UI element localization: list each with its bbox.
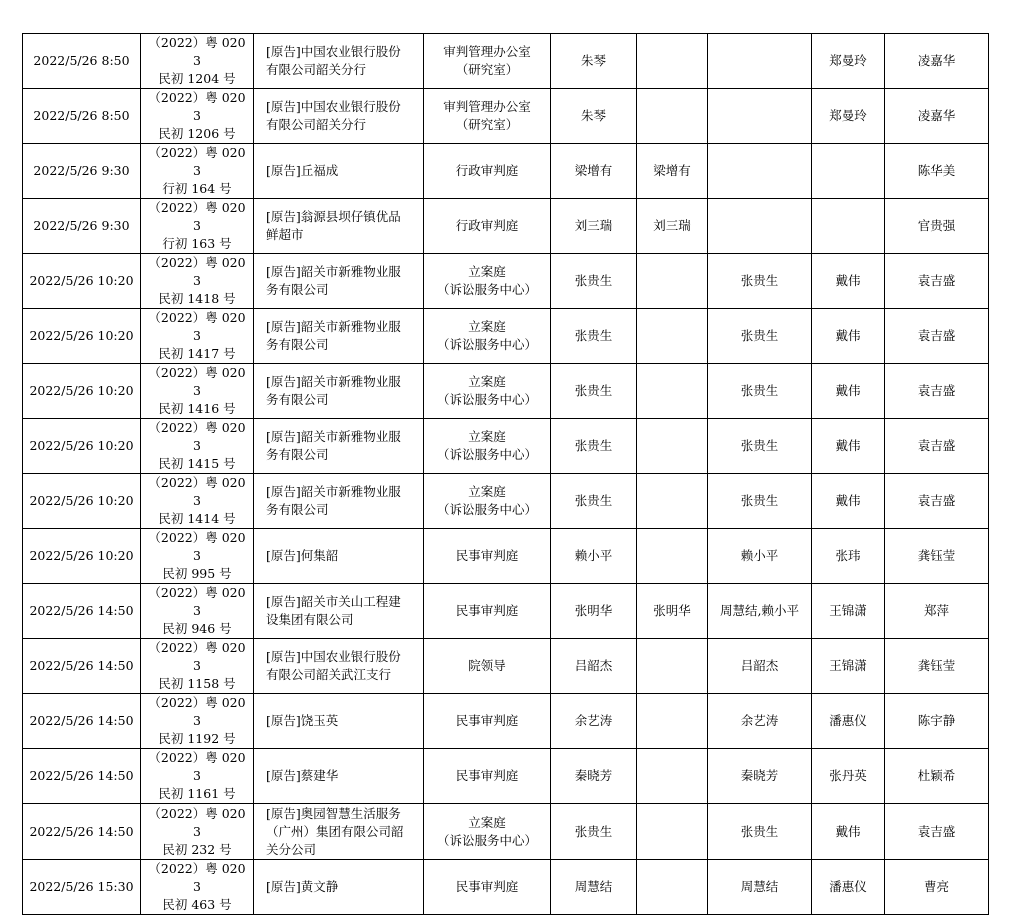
case-number-cell: （2022）粤 0203 民初 1192 号 [141, 694, 254, 749]
table-row [23, 144, 989, 199]
clerk-cell: 戴伟 [812, 474, 885, 529]
panel-members-cell [708, 144, 812, 199]
case-number-cell: （2022）粤 0203 行初 164 号 [141, 144, 254, 199]
presiding-judge-cell [637, 694, 708, 749]
party-cell: [原告]中国农业银行股份 有限公司韶关分行 [254, 89, 424, 144]
case-number-cell: （2022）粤 0203 民初 1415 号 [141, 419, 254, 474]
panel-members-cell: 张贵生 [708, 364, 812, 419]
recorder-cell: 袁吉盛 [885, 364, 989, 419]
table-row [23, 364, 989, 419]
recorder-cell: 陈宇静 [885, 694, 989, 749]
hearing-time-cell: 2022/5/26 9:30 [23, 144, 141, 199]
panel-members-cell: 吕韶杰 [708, 639, 812, 694]
presiding-judge-cell [637, 639, 708, 694]
recorder-cell: 凌嘉华 [885, 89, 989, 144]
case-number-cell: （2022）粤 0203 民初 946 号 [141, 584, 254, 639]
panel-members-cell [708, 34, 812, 89]
hearing-time-cell: 2022/5/26 10:20 [23, 529, 141, 584]
table-row [23, 860, 989, 915]
judge-cell: 梁增有 [551, 144, 637, 199]
recorder-cell: 龚钰莹 [885, 639, 989, 694]
case-number-cell: （2022）粤 0203 民初 1417 号 [141, 309, 254, 364]
panel-members-cell: 周慧结,赖小平 [708, 584, 812, 639]
department-cell: 审判管理办公室 （研究室） [424, 89, 551, 144]
judge-cell: 张贵生 [551, 804, 637, 860]
panel-members-cell: 赖小平 [708, 529, 812, 584]
recorder-cell: 袁吉盛 [885, 474, 989, 529]
case-number-cell: （2022）粤 0203 民初 1158 号 [141, 639, 254, 694]
panel-members-cell [708, 89, 812, 144]
party-cell: [原告]韶关市新雅物业服 务有限公司 [254, 254, 424, 309]
clerk-cell: 潘惠仪 [812, 694, 885, 749]
clerk-cell: 戴伟 [812, 254, 885, 309]
party-cell: [原告]韶关市新雅物业服 务有限公司 [254, 419, 424, 474]
case-number-cell: （2022）粤 0203 民初 1206 号 [141, 89, 254, 144]
panel-members-cell: 张贵生 [708, 419, 812, 474]
case-number-cell: （2022）粤 0203 民初 1416 号 [141, 364, 254, 419]
clerk-cell: 张玮 [812, 529, 885, 584]
table-row [23, 749, 989, 804]
presiding-judge-cell: 张明华 [637, 584, 708, 639]
panel-members-cell: 张贵生 [708, 804, 812, 860]
hearing-time-cell: 2022/5/26 14:50 [23, 804, 141, 860]
table-row [23, 309, 989, 364]
recorder-cell: 袁吉盛 [885, 419, 989, 474]
clerk-cell: 郑曼玲 [812, 34, 885, 89]
case-number-cell: （2022）粤 0203 民初 232 号 [141, 804, 254, 860]
recorder-cell: 杜颖希 [885, 749, 989, 804]
presiding-judge-cell [637, 364, 708, 419]
hearing-time-cell: 2022/5/26 14:50 [23, 584, 141, 639]
hearing-time-cell: 2022/5/26 10:20 [23, 254, 141, 309]
recorder-cell: 龚钰莹 [885, 529, 989, 584]
judge-cell: 余艺涛 [551, 694, 637, 749]
department-cell: 民事审判庭 [424, 694, 551, 749]
recorder-cell: 郑萍 [885, 584, 989, 639]
department-cell: 立案庭 （诉讼服务中心） [424, 254, 551, 309]
hearing-time-cell: 2022/5/26 10:20 [23, 364, 141, 419]
presiding-judge-cell [637, 860, 708, 915]
presiding-judge-cell [637, 34, 708, 89]
panel-members-cell: 秦晓芳 [708, 749, 812, 804]
hearing-time-cell: 2022/5/26 14:50 [23, 749, 141, 804]
table-row [23, 804, 989, 860]
judge-cell: 秦晓芳 [551, 749, 637, 804]
presiding-judge-cell [637, 309, 708, 364]
table-row [23, 34, 989, 89]
presiding-judge-cell: 刘三瑞 [637, 199, 708, 254]
case-number-cell: （2022）粤 0203 民初 995 号 [141, 529, 254, 584]
judge-cell: 吕韶杰 [551, 639, 637, 694]
table-row [23, 639, 989, 694]
clerk-cell: 戴伟 [812, 309, 885, 364]
panel-members-cell [708, 199, 812, 254]
department-cell: 立案庭 （诉讼服务中心） [424, 474, 551, 529]
presiding-judge-cell [637, 419, 708, 474]
department-cell: 民事审判庭 [424, 529, 551, 584]
department-cell: 行政审判庭 [424, 144, 551, 199]
presiding-judge-cell: 梁增有 [637, 144, 708, 199]
judge-cell: 张贵生 [551, 309, 637, 364]
party-cell: [原告]韶关市新雅物业服 务有限公司 [254, 364, 424, 419]
clerk-cell: 戴伟 [812, 364, 885, 419]
party-cell: [原告]中国农业银行股份 有限公司韶关武江支行 [254, 639, 424, 694]
recorder-cell: 陈华美 [885, 144, 989, 199]
hearing-schedule-table [22, 33, 989, 915]
department-cell: 民事审判庭 [424, 749, 551, 804]
judge-cell: 张贵生 [551, 364, 637, 419]
judge-cell: 朱琴 [551, 34, 637, 89]
hearing-time-cell: 2022/5/26 9:30 [23, 199, 141, 254]
recorder-cell: 曹亮 [885, 860, 989, 915]
hearing-time-cell: 2022/5/26 10:20 [23, 309, 141, 364]
presiding-judge-cell [637, 529, 708, 584]
panel-members-cell: 张贵生 [708, 254, 812, 309]
party-cell: [原告]何集韶 [254, 529, 424, 584]
presiding-judge-cell [637, 749, 708, 804]
judge-cell: 张贵生 [551, 254, 637, 309]
party-cell: [原告]翁源县坝仔镇优品 鲜超市 [254, 199, 424, 254]
recorder-cell: 袁吉盛 [885, 254, 989, 309]
judge-cell: 张贵生 [551, 419, 637, 474]
table-row [23, 694, 989, 749]
recorder-cell: 官贵强 [885, 199, 989, 254]
party-cell: [原告]奥园智慧生活服务 （广州）集团有限公司韶 关分公司 [254, 804, 424, 860]
hearing-time-cell: 2022/5/26 15:30 [23, 860, 141, 915]
hearing-time-cell: 2022/5/26 10:20 [23, 474, 141, 529]
clerk-cell: 潘惠仪 [812, 860, 885, 915]
recorder-cell: 凌嘉华 [885, 34, 989, 89]
department-cell: 立案庭 （诉讼服务中心） [424, 364, 551, 419]
table-row [23, 584, 989, 639]
panel-members-cell: 周慧结 [708, 860, 812, 915]
department-cell: 院领导 [424, 639, 551, 694]
hearing-time-cell: 2022/5/26 10:20 [23, 419, 141, 474]
clerk-cell: 王锦潇 [812, 639, 885, 694]
table-row [23, 89, 989, 144]
clerk-cell: 戴伟 [812, 419, 885, 474]
department-cell: 行政审判庭 [424, 199, 551, 254]
clerk-cell: 郑曼玲 [812, 89, 885, 144]
party-cell: [原告]饶玉英 [254, 694, 424, 749]
party-cell: [原告]丘福成 [254, 144, 424, 199]
panel-members-cell: 余艺涛 [708, 694, 812, 749]
judge-cell: 周慧结 [551, 860, 637, 915]
hearing-time-cell: 2022/5/26 14:50 [23, 639, 141, 694]
judge-cell: 张贵生 [551, 474, 637, 529]
party-cell: [原告]中国农业银行股份 有限公司韶关分行 [254, 34, 424, 89]
panel-members-cell: 张贵生 [708, 309, 812, 364]
department-cell: 立案庭 （诉讼服务中心） [424, 309, 551, 364]
table-row [23, 474, 989, 529]
department-cell: 审判管理办公室 （研究室） [424, 34, 551, 89]
panel-members-cell: 张贵生 [708, 474, 812, 529]
table-row [23, 199, 989, 254]
department-cell: 立案庭 （诉讼服务中心） [424, 419, 551, 474]
hearing-time-cell: 2022/5/26 8:50 [23, 34, 141, 89]
party-cell: [原告]韶关市新雅物业服 务有限公司 [254, 474, 424, 529]
department-cell: 民事审判庭 [424, 860, 551, 915]
presiding-judge-cell [637, 474, 708, 529]
judge-cell: 刘三瑞 [551, 199, 637, 254]
clerk-cell: 戴伟 [812, 804, 885, 860]
case-number-cell: （2022）粤 0203 民初 1418 号 [141, 254, 254, 309]
presiding-judge-cell [637, 89, 708, 144]
case-number-cell: （2022）粤 0203 民初 1204 号 [141, 34, 254, 89]
judge-cell: 张明华 [551, 584, 637, 639]
department-cell: 立案庭 （诉讼服务中心） [424, 804, 551, 860]
case-number-cell: （2022）粤 0203 民初 1161 号 [141, 749, 254, 804]
presiding-judge-cell [637, 804, 708, 860]
party-cell: [原告]韶关市关山工程建 设集团有限公司 [254, 584, 424, 639]
judge-cell: 赖小平 [551, 529, 637, 584]
clerk-cell [812, 144, 885, 199]
table-row [23, 254, 989, 309]
party-cell: [原告]黄文静 [254, 860, 424, 915]
recorder-cell: 袁吉盛 [885, 804, 989, 860]
party-cell: [原告]蔡建华 [254, 749, 424, 804]
presiding-judge-cell [637, 254, 708, 309]
case-number-cell: （2022）粤 0203 行初 163 号 [141, 199, 254, 254]
clerk-cell: 王锦潇 [812, 584, 885, 639]
hearing-time-cell: 2022/5/26 8:50 [23, 89, 141, 144]
department-cell: 民事审判庭 [424, 584, 551, 639]
clerk-cell [812, 199, 885, 254]
case-number-cell: （2022）粤 0203 民初 1414 号 [141, 474, 254, 529]
clerk-cell: 张丹英 [812, 749, 885, 804]
table-row [23, 419, 989, 474]
recorder-cell: 袁吉盛 [885, 309, 989, 364]
table-row [23, 529, 989, 584]
judge-cell: 朱琴 [551, 89, 637, 144]
hearing-time-cell: 2022/5/26 14:50 [23, 694, 141, 749]
party-cell: [原告]韶关市新雅物业服 务有限公司 [254, 309, 424, 364]
case-number-cell: （2022）粤 0203 民初 463 号 [141, 860, 254, 915]
